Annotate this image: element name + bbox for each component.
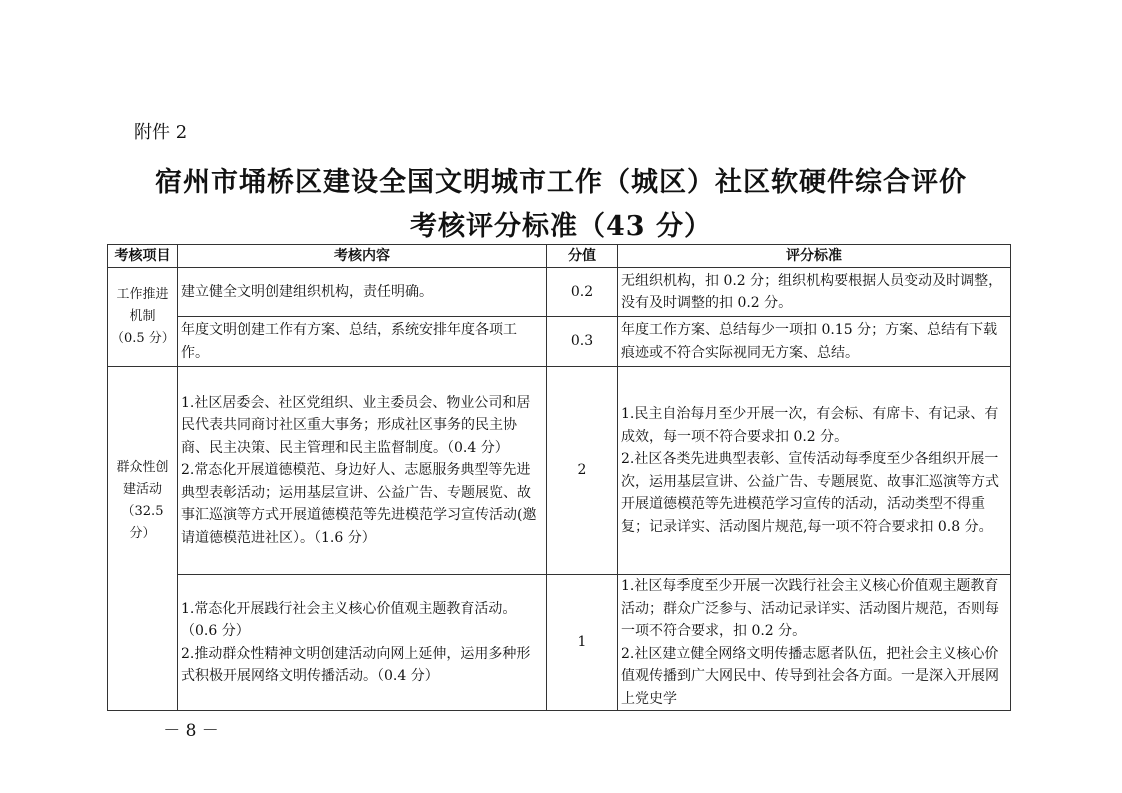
item-name-line1: 群众性创 <box>116 460 169 475</box>
standard-para: 1.社区每季度至少开展一次践行社会主义核心价值观主题教育活动；群众广泛参与、活动记录详实、活动图片规范，否则每一项不符合要求，扣 0.2 分。 2.社区建立健全网络文明传播志愿者队伍，把社会主义核心价值观传播到广大网民中、传导到社会各方面。一是深入开展网上党史学 <box>621 578 999 707</box>
item-cell <box>108 268 178 367</box>
header-score: 分值 <box>547 245 618 268</box>
item-name-line2: 机制 <box>129 309 156 324</box>
content-cell: 年度文明创建工作有方案、总结，系统安排年度各项工作。 <box>178 317 547 367</box>
scoring-table <box>107 244 1011 711</box>
score-cell: 2 <box>547 367 618 575</box>
standard-cell: 无组织机构，扣 0.2 分；组织机构要根据人员变动及时调整，没有及时调整的扣 0.2 分。 <box>618 268 1011 317</box>
standard-para: 1.民主自治每月至少开展一次，有会标、有席卡、有记录、有成效，每一项不符合要求扣 0.2 分。 2.社区各类先进典型表彰、宣传活动每季度至少各组织开展一次，运用基层宣讲、公益广告、专题展览、故事汇巡演等方式开展道德模范等先进模范学习宣传的活动，活动类型不得重复；记录详实、活动图片规范,每一项不符合要求扣 0.8 分。 <box>621 406 999 535</box>
header-item: 考核项目 <box>108 245 178 268</box>
table-row <box>108 367 1011 575</box>
standard-cell <box>618 367 1011 575</box>
document-title-line1: 宿州市埇桥区建设全国文明城市工作（城区）社区软硬件综合评价 <box>155 167 967 198</box>
header-standard: 评分标准 <box>618 245 1011 268</box>
content-cell: 建立健全文明创建组织机构，责任明确。 <box>178 268 547 317</box>
item-score: （0.5 分） <box>111 331 175 346</box>
score-cell: 1 <box>547 575 618 711</box>
document-title-line2: 考核评分标准（43 分） <box>410 211 712 242</box>
table-header-row <box>108 245 1011 268</box>
header-content: 考核内容 <box>178 245 547 268</box>
content-para: 1.社区居委会、社区党组织、业主委员会、物业公司和居民代表共同商讨社区重大事务；形成社区事务的民主协商、民主决策、民主管理和民主监督制度。（0.4 分） 2.常态化开展道德模范、身边好人、志愿服务典型等先进典型表彰活动；运用基层宣讲、公益广告、专题展览、故事汇巡演等方式开展道德模范等先进模范学习宣传活动(邀请道德模范进社区）。（1.6 分） <box>181 394 537 546</box>
page-number: － 8 － <box>163 721 219 741</box>
content-cell <box>178 575 547 711</box>
table-row <box>108 575 1011 711</box>
item-name-line1: 工作推进 <box>116 287 169 302</box>
item-cell <box>108 367 178 711</box>
content-cell <box>178 367 547 575</box>
score-cell: 0.3 <box>547 317 618 367</box>
table-row <box>108 268 1011 317</box>
attachment-label: 附件 2 <box>134 122 188 143</box>
item-score: （32.5 分） <box>121 504 164 541</box>
table-row <box>108 317 1011 367</box>
item-name-line2: 建活动 <box>122 482 162 497</box>
score-cell: 0.2 <box>547 268 618 317</box>
content-para: 1.常态化开展践行社会主义核心价值观主题教育活动。（0.6 分） 2.推动群众性精神文明创建活动向网上延伸，运用多种形式积极开展网络文明传播活动。（0.4 分） <box>181 600 531 684</box>
standard-cell <box>618 575 1011 711</box>
standard-cell: 年度工作方案、总结每少一项扣 0.15 分；方案、总结有下载痕迹或不符合实际视同无方案、总结。 <box>618 317 1011 367</box>
